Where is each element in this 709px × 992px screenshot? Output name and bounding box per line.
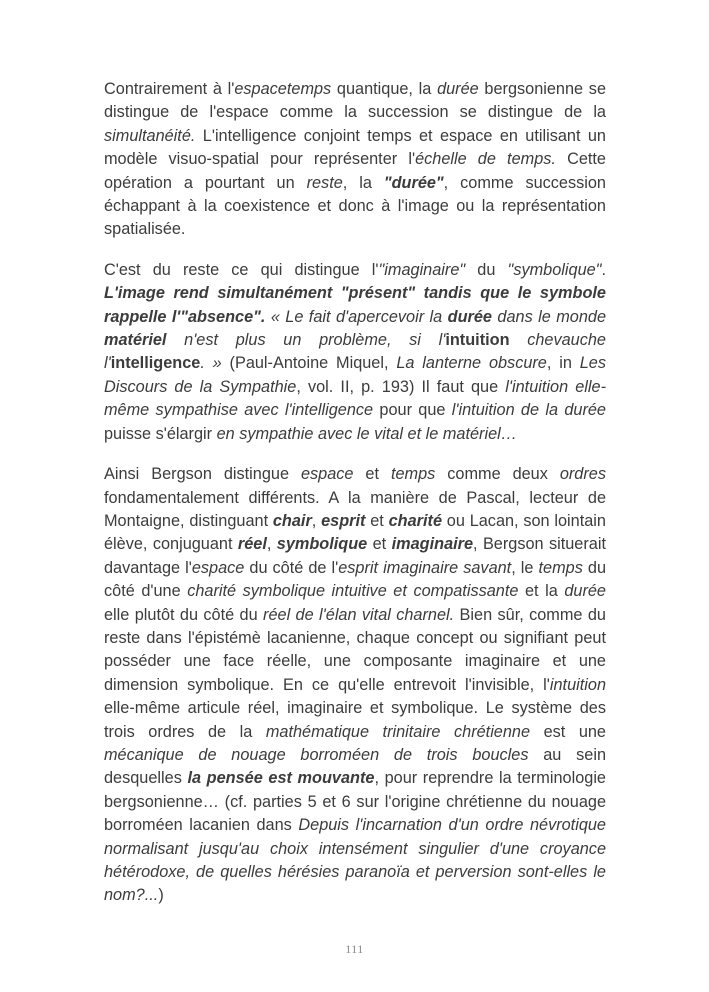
text-run: temps: [538, 558, 583, 577]
text-run: intuition: [445, 331, 510, 350]
text-run: imaginaire: [391, 535, 474, 554]
text-run: "symbolique": [507, 260, 602, 279]
text-run: fondamentalement différents. A la manière de Pascal, lecteur de Montaigne, distinguant: [104, 488, 606, 530]
text-run: reste: [306, 173, 343, 192]
text-run: chevauche l': [104, 331, 606, 373]
text-run: et la: [518, 582, 565, 601]
text-run: intuition: [549, 675, 606, 694]
text-run: Les Discours de la Sympathie: [104, 354, 606, 396]
text-run: esprit: [321, 511, 366, 530]
text-run: ,: [311, 511, 322, 530]
text-run: , Bergson situerait davantage l': [104, 535, 606, 577]
text-run: durée: [447, 307, 492, 326]
text-run: réel de l'élan vital charnel.: [263, 605, 455, 624]
text-run: mathématique trinitaire chrétienne: [265, 722, 531, 741]
page-body: [104, 78, 606, 925]
text-run: espace: [191, 558, 245, 577]
text-run: réel: [237, 535, 267, 554]
text-run: pour que: [373, 401, 452, 420]
page-number: 111: [345, 942, 364, 956]
text-run: en sympathie avec le vital et le matériel…: [216, 424, 518, 443]
text-run: "durée": [383, 173, 444, 192]
text-run: puisse s'élargir: [104, 424, 217, 443]
text-run: C'est du reste ce qui distingue l': [104, 260, 379, 279]
text-run: l'intuition de la durée: [451, 401, 606, 420]
text-run: elle plutôt du côté du: [104, 605, 264, 624]
text-run: Ainsi Bergson distingue: [104, 465, 301, 484]
text-run: Depuis l'incarnation d'un ordre névrotique normalisant jusqu'au choix intensément singulier d'une croyance hétérodoxe, de quelles hérésies paranoïa et perversion sont-elles le nom?...: [104, 816, 606, 905]
text-run: . »: [200, 354, 222, 373]
text-run: La lanterne obscure: [396, 354, 547, 373]
text-run: Cette opération a pourtant un: [104, 150, 606, 192]
text-run: esprit imaginaire savant: [338, 558, 512, 577]
text-run: comme deux: [435, 465, 560, 484]
text-run: échelle de temps.: [415, 150, 556, 169]
text-run: durée: [564, 582, 606, 601]
text-run: , in: [546, 354, 580, 373]
text-run: espacetemps: [234, 80, 332, 98]
text-run: et: [365, 511, 389, 530]
text-run: bergsonienne se distingue de l'espace comme la succession se distingue de la: [104, 80, 607, 122]
text-run: ou Lacan, son lointain élève, conjuguant: [104, 511, 606, 554]
paragraph-1: [104, 78, 606, 242]
text-run: "imaginaire": [378, 260, 466, 279]
text-run: charité: [388, 511, 443, 530]
text-run: symbolique: [276, 535, 368, 554]
text-run: du côté d'une: [104, 558, 606, 601]
paragraph-2: [104, 259, 606, 446]
text-run: , comme succession échappant à la coexistence et donc à l'image ou la représentation spatialisée.: [104, 173, 606, 239]
text-run: charité symbolique intuitive et compatissante: [187, 582, 519, 601]
text-run: , la: [342, 173, 384, 192]
paragraph-3: [104, 463, 606, 908]
text-run: elle-même articule réel, imaginaire et symbolique. Le système des trois ordres de la: [104, 699, 606, 741]
text-run: et: [367, 535, 392, 554]
text-run: est une: [530, 722, 606, 741]
text-run: ordres: [559, 465, 606, 484]
text-run: espace: [300, 465, 354, 484]
text-run: , le: [511, 558, 539, 577]
text-run: temps: [390, 465, 436, 484]
text-run: , pour reprendre la terminologie bergsonienne… (cf. parties 5 et 6 sur l'origine chrétienne du nouage borroméen lacanien dans: [104, 769, 606, 835]
text-run: intelligence: [110, 354, 201, 373]
text-run: Contrairement à l': [104, 80, 235, 98]
text-run: chair: [272, 511, 312, 530]
text-run: .: [601, 260, 606, 279]
text-run: , vol. II, p. 193) Il faut que: [296, 377, 506, 396]
text-run: l'intuition elle-même sympathise avec l'intelligence: [104, 377, 606, 420]
text-run: mécanique de nouage borroméen de trois boucles: [104, 745, 529, 764]
text-run: du côté de l': [244, 558, 339, 577]
text-run: L'image rend simultanément "présent" tandis que le symbole rappelle l'"absence".: [104, 284, 606, 326]
text-run: « Le fait d'apercevoir la: [270, 307, 448, 326]
text-run: ): [158, 886, 164, 905]
text-run: Bien sûr, comme du reste dans l'épistémè lacanienne, chaque concept ou signifiant peut posséder une face réelle, une composante imaginaire et une dimension symbolique. En ce qu'elle entrevoit l'invisible, l': [104, 605, 606, 694]
text-run: simultanéité.: [104, 126, 196, 145]
text-run: (Paul-Antoine Miquel,: [221, 354, 397, 373]
text-run: durée: [437, 80, 479, 98]
text-run: et: [353, 465, 391, 484]
text-run: du: [465, 260, 508, 279]
text-run: L'intelligence conjoint temps et espace en utilisant un modèle visuo-spatial pour représenter l': [104, 126, 606, 169]
text-run: matériel: [104, 331, 167, 350]
text-run: dans le monde: [491, 307, 606, 326]
text-run: n'est plus un problème, si l': [166, 331, 446, 350]
text-run: la pensée est mouvante: [187, 769, 375, 788]
text-run: au sein desquelles: [104, 745, 606, 788]
text-run: ,: [266, 535, 277, 554]
text-run: quantique, la: [331, 80, 438, 98]
